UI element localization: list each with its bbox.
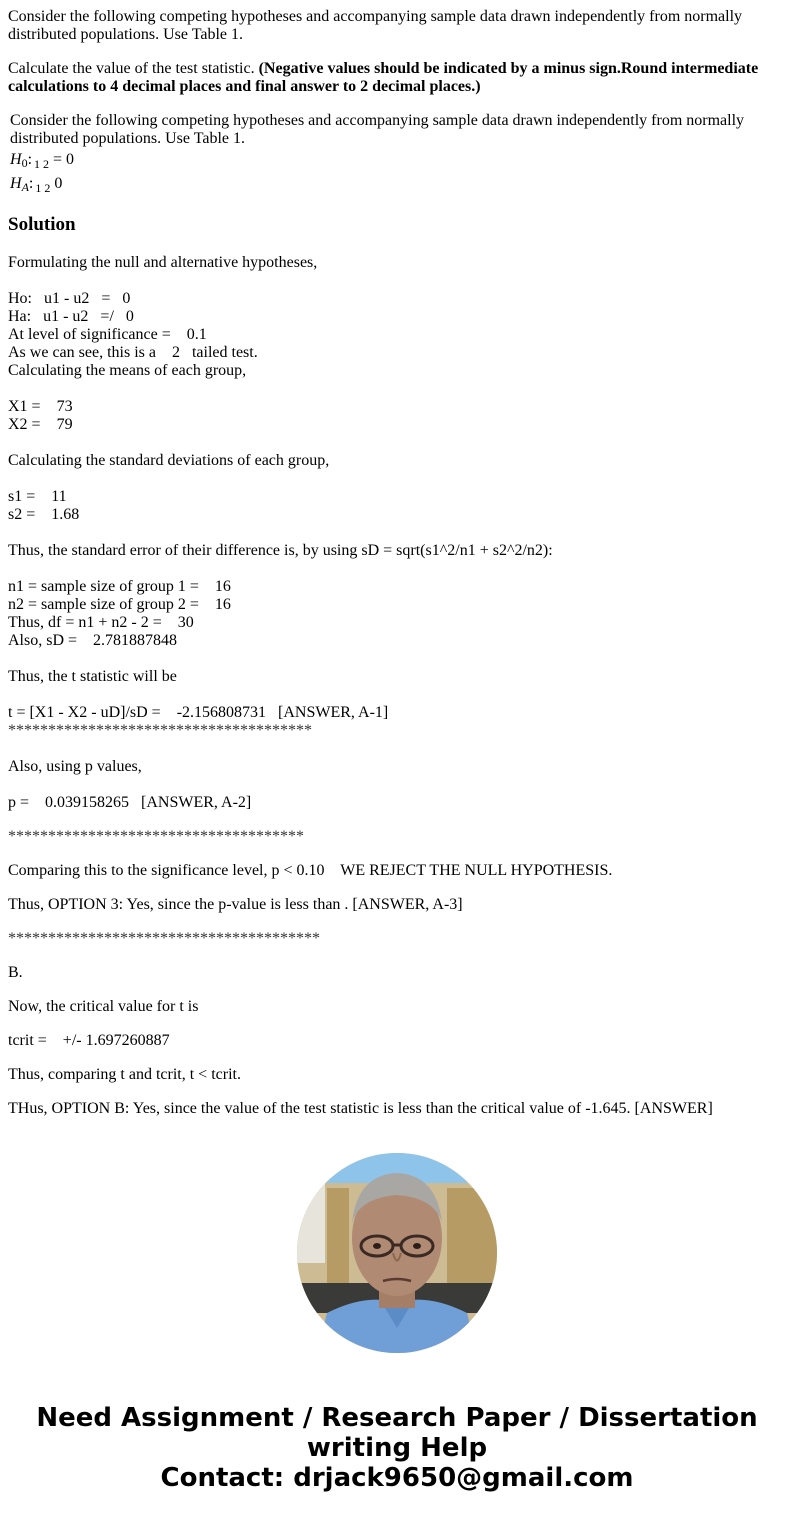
solution-line: Also, sD = 2.781887848 — [8, 632, 178, 649]
question-repeat-intro: Consider the following competing hypotheses and accompanying sample data drawn independently from normally distributed populations. Use Table 1. — [10, 112, 745, 147]
solution-line — [8, 650, 786, 668]
solution-line — [8, 434, 786, 452]
question-intro: Consider the following competing hypotheses and accompanying sample data drawn independently from normally distributed populations. Use Table 1. — [8, 8, 743, 43]
contact-banner — [0, 1403, 794, 1493]
solution-heading: Solution — [8, 214, 76, 235]
t-statistic-answer: t = [X1 - X2 - uD]/sD = -2.156808731 [ANSWER, A-1] — [8, 704, 389, 721]
solution-line — [8, 560, 786, 578]
option-b-answer: THus, OPTION B: Yes, since the value of the test statistic is less than the critical value of -1.645. [ANSWER] — [8, 1100, 713, 1117]
solution-body — [8, 254, 786, 1118]
null-hypothesis: $H_0$: $_{1 2}$ = 0 — [10, 151, 75, 171]
solution-line — [8, 470, 786, 488]
solution-line: X1 = 73 — [8, 398, 73, 415]
alternative-hypothesis: $H_A$: $_{1 2}$ 0 — [10, 175, 63, 195]
option-3-answer: Thus, OPTION 3: Yes, since the p-value is less than . [ANSWER, A-3] — [8, 896, 463, 913]
solution-line: Calculating the means of each group, — [8, 362, 247, 379]
t-comparison: Thus, comparing t and tcrit, t < tcrit. — [8, 1066, 241, 1083]
critical-value: tcrit = +/- 1.697260887 — [8, 1032, 170, 1049]
separator-stars: ************************************* — [8, 828, 304, 845]
solution-line: Thus, df = n1 + n2 - 2 = 30 — [8, 614, 194, 631]
solution-line — [8, 272, 786, 290]
solution-line: Thus, the standard error of their difference is, by using sD = sqrt(s1^2/n1 + s2^2/n2): — [8, 542, 553, 559]
p-value-answer: p = 0.039158265 [ANSWER, A-2] — [8, 794, 252, 811]
author-avatar — [297, 1153, 497, 1353]
solution-line — [8, 686, 786, 704]
solution-line: X2 = 79 — [8, 416, 73, 433]
banner-contact-email: Contact: drjack9650@gmail.com — [160, 1463, 634, 1493]
part-b-label: B. — [8, 964, 23, 981]
separator-stars: ************************************** — [8, 722, 312, 739]
instruction-bold: (Negative values should be indicated by a minus sign.Round intermediate calculations to 4 decimal places and final answer to 2 decimal places.) — [8, 60, 759, 95]
solution-line: s2 = 1.68 — [8, 506, 80, 523]
comparison-conclusion: Comparing this to the significance level, p < 0.10 WE REJECT THE NULL HYPOTHESIS. — [8, 862, 613, 879]
solution-line: Formulating the null and alternative hypotheses, — [8, 254, 318, 271]
instruction-plain: Calculate the value of the test statistic. — [8, 60, 259, 77]
solution-line — [8, 524, 786, 542]
p-value-intro: Also, using p values, — [8, 758, 142, 775]
banner-line-1: Need Assignment / Research Paper / Dissertation — [36, 1403, 758, 1433]
separator-stars: *************************************** — [8, 930, 320, 947]
solution-line: Ha: u1 - u2 =/ 0 — [8, 308, 134, 325]
solution-line — [8, 380, 786, 398]
solution-line: n2 = sample size of group 2 = 16 — [8, 596, 231, 613]
banner-line-2: writing Help — [306, 1433, 488, 1463]
question-instruction — [8, 60, 786, 96]
solution-line: n1 = sample size of group 1 = 16 — [8, 578, 231, 595]
person-portrait-icon — [297, 1153, 497, 1353]
solution-line: Thus, the t statistic will be — [8, 668, 177, 685]
solution-line: Ho: u1 - u2 = 0 — [8, 290, 131, 307]
solution-line: s1 = 11 — [8, 488, 67, 505]
solution-line: At level of significance = 0.1 — [8, 326, 207, 343]
solution-line: Calculating the standard deviations of each group, — [8, 452, 330, 469]
critical-value-intro: Now, the critical value for t is — [8, 998, 199, 1015]
solution-line: As we can see, this is a 2 tailed test. — [8, 344, 258, 361]
